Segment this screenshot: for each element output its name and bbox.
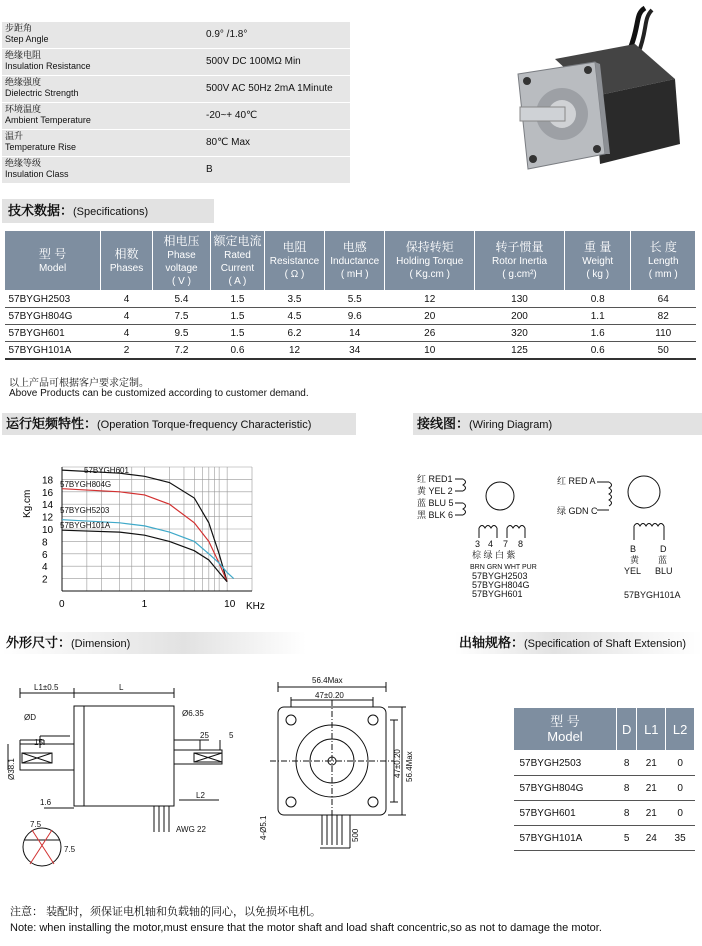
table-cell: 57BYGH804G (514, 776, 617, 801)
property-cn: 温升 (5, 131, 24, 141)
wiring-heading: 接线图：(Wiring Diagram) (413, 413, 702, 435)
wire-label-1: 红 RED1 (417, 474, 453, 484)
dim-15: 15 (34, 738, 43, 747)
specs-table (4, 230, 696, 360)
table-row (5, 291, 696, 308)
shaft-col-d: D (617, 708, 637, 751)
wire-label-4: 黑 BLK 6 (417, 510, 454, 520)
specs-heading: 技术数据：(Specifications) (2, 199, 214, 223)
wire-right-d-en: BLU (655, 566, 673, 576)
dim-boss: Ø38.1 (7, 758, 16, 780)
property-en: Step Angle (5, 34, 49, 44)
property-cn: 环境温度 (5, 104, 42, 114)
spec-column-header: 转子惯量 Rotor Inertia ( g.cm²) (475, 231, 565, 291)
table-cell: 57BYGH804G (5, 308, 101, 325)
table-cell: 10 (385, 342, 475, 360)
shaft-col-model: 型 号 Model (514, 708, 617, 751)
x-tick-label: 0 (59, 599, 65, 610)
property-row (2, 76, 350, 102)
table-cell: 4 (101, 325, 153, 342)
table-cell: 125 (475, 342, 565, 360)
torque-heading: 运行矩频特性：(Operation Torque-frequency Characteristic) (2, 413, 356, 435)
property-value: 500V DC 100MΩ Min (206, 56, 301, 67)
table-row (5, 342, 696, 360)
dim-7-5a: 7.5 (30, 820, 42, 829)
custom-note-en: Above Products can be customized according to customer demand. (9, 388, 309, 399)
table-cell: 9.6 (325, 308, 385, 325)
property-value: 0.9° /1.8° (206, 29, 248, 40)
table-cell: 57BYGH2503 (5, 291, 101, 308)
wire-num-3: 3 (475, 539, 481, 549)
wire-num-8: 8 (518, 539, 524, 549)
table-cell: 21 (637, 801, 666, 826)
table-row (5, 325, 696, 342)
table-cell: 0 (666, 751, 695, 776)
wire-num-7: 7 (503, 539, 509, 549)
wiring-model-1: 57BYGH2503 (472, 571, 528, 581)
table-cell: 0 (666, 776, 695, 801)
table-row (514, 751, 695, 776)
table-cell: 26 (385, 325, 475, 342)
table-cell: 35 (666, 826, 695, 851)
wiring-model-2: 57BYGH804G (472, 580, 530, 590)
table-cell: 57BYGH101A (5, 342, 101, 360)
table-row (514, 776, 695, 801)
dim-shaft: Ø6.35 (182, 709, 204, 718)
spec-column-header: 电感 Inductance ( mH ) (325, 231, 385, 291)
wire-right-c: 绿 GDN C (557, 506, 598, 516)
y-tick-label: 14 (42, 500, 54, 512)
spec-column-header: 额定电流 Rated Current ( A ) (211, 231, 265, 291)
table-cell: 110 (631, 325, 696, 342)
dim-56-max-v: 56.4Max (405, 751, 414, 782)
shaft-col-l1: L1 (637, 708, 666, 751)
property-en: Insulation Resistance (5, 61, 91, 71)
series-label: 57BYGH601 (84, 466, 129, 475)
series-label: 57BYGH5203 (60, 506, 110, 515)
custom-note-cn: 以上产品可根据客户要求定制。 (9, 378, 149, 389)
property-en: Temperature Rise (5, 142, 77, 152)
table-cell: 8 (617, 776, 637, 801)
table-cell: 57BYGH101A (514, 826, 617, 851)
dimension-front-view (259, 670, 414, 875)
wire-right-b: B (630, 544, 637, 554)
dim-l1: L1±0.5 (34, 683, 59, 692)
table-cell: 1.5 (211, 325, 265, 342)
shaft-col-l2: L2 (666, 708, 695, 751)
table-cell: 4.5 (264, 308, 324, 325)
table-cell: 1.1 (564, 308, 631, 325)
table-cell: 57BYGH601 (514, 801, 617, 826)
table-cell: 0.6 (211, 342, 265, 360)
dim-l2: L2 (196, 791, 205, 800)
wiring-diagram (412, 462, 698, 612)
spec-column-header: 相电压 Phase voltage ( V ) (152, 231, 210, 291)
y-tick-label: 10 (42, 525, 54, 536)
y-tick-label: 4 (42, 562, 48, 574)
wire-colors-en: BRN GRN WHT PUR (470, 564, 537, 571)
shaft-heading: 出轴规格：(Specification of Shaft Extension) (455, 632, 702, 654)
table-cell: 0 (666, 801, 695, 826)
table-row (5, 308, 696, 325)
property-cn: 绝缘等级 (5, 158, 42, 168)
table-cell: 7.5 (152, 308, 210, 325)
wire-label-3: 蓝 BLU 5 (417, 498, 454, 508)
spec-column-header: 长 度 Length ( mm ) (631, 231, 696, 291)
torque-chart (20, 458, 280, 618)
property-value: B (206, 164, 213, 175)
table-cell: 4 (101, 308, 153, 325)
wiring-model-right: 57BYGH101A (624, 590, 681, 600)
dim-5: 5 (229, 731, 234, 740)
table-cell: 9.5 (152, 325, 210, 342)
table-cell: 2 (101, 342, 153, 360)
dim-47: 47±0.20 (315, 691, 344, 700)
spec-column-header: 电阻 Resistance ( Ω ) (264, 231, 324, 291)
table-cell: 1.6 (564, 325, 631, 342)
y-tick-label: 2 (42, 574, 48, 586)
table-cell: 14 (325, 325, 385, 342)
table-cell: 1.5 (211, 308, 265, 325)
spec-column-header: 型 号 Model (5, 231, 101, 291)
wire-colors-cn: 棕 绿 白 紫 (472, 550, 516, 560)
wire-num-4: 4 (488, 539, 494, 549)
dim-l: L (119, 683, 124, 692)
property-en: Insulation Class (5, 169, 69, 179)
dim-lead: 500 (351, 828, 360, 842)
shaft-table (513, 707, 695, 851)
x-tick-label: 10 (224, 599, 236, 610)
table-cell: 21 (637, 751, 666, 776)
table-cell: 8 (617, 751, 637, 776)
dim-1-6: 1.6 (40, 798, 52, 807)
y-tick-label: 16 (42, 487, 54, 499)
table-cell: 6.2 (264, 325, 324, 342)
table-cell: 0.8 (564, 291, 631, 308)
table-cell: 12 (385, 291, 475, 308)
table-cell: 50 (631, 342, 696, 360)
series-label: 57BYGH804G (60, 480, 112, 489)
y-axis-label: Kg.cm (22, 489, 33, 518)
table-cell: 12 (264, 342, 324, 360)
dim-awg: AWG 22 (176, 825, 206, 834)
table-cell: 34 (325, 342, 385, 360)
table-cell: 130 (475, 291, 565, 308)
table-row (514, 801, 695, 826)
table-cell: 24 (637, 826, 666, 851)
y-tick-label: 12 (42, 512, 54, 524)
table-cell: 64 (631, 291, 696, 308)
table-cell: 82 (631, 308, 696, 325)
dim-56-max: 56.4Max (312, 676, 343, 685)
table-cell: 0.6 (564, 342, 631, 360)
dim-7-5b: 7.5 (64, 845, 76, 854)
property-en: Dielectric Strength (5, 88, 79, 98)
table-cell: 57BYGH601 (5, 325, 101, 342)
dim-holes: 4-Ø5.1 (259, 815, 268, 840)
table-cell: 200 (475, 308, 565, 325)
table-cell: 57BYGH2503 (514, 751, 617, 776)
property-value: 500V AC 50Hz 2mA 1Minute (206, 83, 333, 94)
wire-label-2: 黄 YEL 2 (417, 486, 453, 496)
property-row (2, 130, 350, 156)
spec-column-header: 保持转矩 Holding Torque ( Kg.cm ) (385, 231, 475, 291)
wiring-model-3: 57BYGH601 (472, 589, 523, 599)
footer-note-en: Note: when installing the motor,must ensure that the motor shaft and load shaft concentric,so as not to damage the motor. (10, 922, 602, 934)
table-cell: 8 (617, 801, 637, 826)
dim-47-v: 47±0.20 (393, 749, 402, 778)
property-cn: 步距角 (5, 23, 33, 33)
y-tick-label: 6 (42, 549, 48, 561)
table-cell: 5.4 (152, 291, 210, 308)
wire-right-d-cn: 蓝 (658, 555, 668, 565)
spec-column-header: 相数 Phases (101, 231, 153, 291)
wire-right-d: D (660, 544, 667, 554)
table-cell: 5 (617, 826, 637, 851)
y-tick-label: 8 (42, 537, 48, 549)
property-cn: 绝缘强度 (5, 77, 42, 87)
table-cell: 320 (475, 325, 565, 342)
y-tick-label: 18 (42, 475, 54, 487)
table-cell: 21 (637, 776, 666, 801)
table-cell: 20 (385, 308, 475, 325)
dimension-side-view (4, 670, 254, 880)
property-cn: 绝缘电阻 (5, 50, 42, 60)
property-row (2, 22, 350, 48)
property-row (2, 103, 350, 129)
dim-25: 25 (200, 731, 209, 740)
property-row (2, 157, 350, 183)
table-cell: 3.5 (264, 291, 324, 308)
wire-right-b-cn: 黄 (630, 555, 640, 565)
x-tick-label: 1 (141, 599, 148, 610)
x-axis-label: KHz (246, 601, 265, 612)
wire-right-a: 红 RED A (557, 476, 596, 486)
motor-photo (500, 4, 695, 174)
table-cell: 7.2 (152, 342, 210, 360)
spec-column-header: 重 量 Weight ( kg ) (564, 231, 631, 291)
wire-right-b-en: YEL (624, 566, 642, 576)
dim-d: ØD (24, 713, 36, 722)
table-cell: 4 (101, 291, 153, 308)
table-cell: 5.5 (325, 291, 385, 308)
footer-note-cn: 注意： 装配时，须保证电机轴和负载轴的同心，以免损坏电机。 (10, 906, 322, 918)
series-label: 57BYGH101A (60, 521, 111, 530)
property-value: -20~+ 40℃ (206, 110, 258, 121)
table-row (514, 826, 695, 851)
property-value: 80℃ Max (206, 137, 251, 148)
table-cell: 1.5 (211, 291, 265, 308)
property-row (2, 49, 350, 75)
dimension-heading: 外形尺寸：(Dimension) (2, 632, 306, 654)
property-en: Ambient Temperature (5, 115, 91, 125)
